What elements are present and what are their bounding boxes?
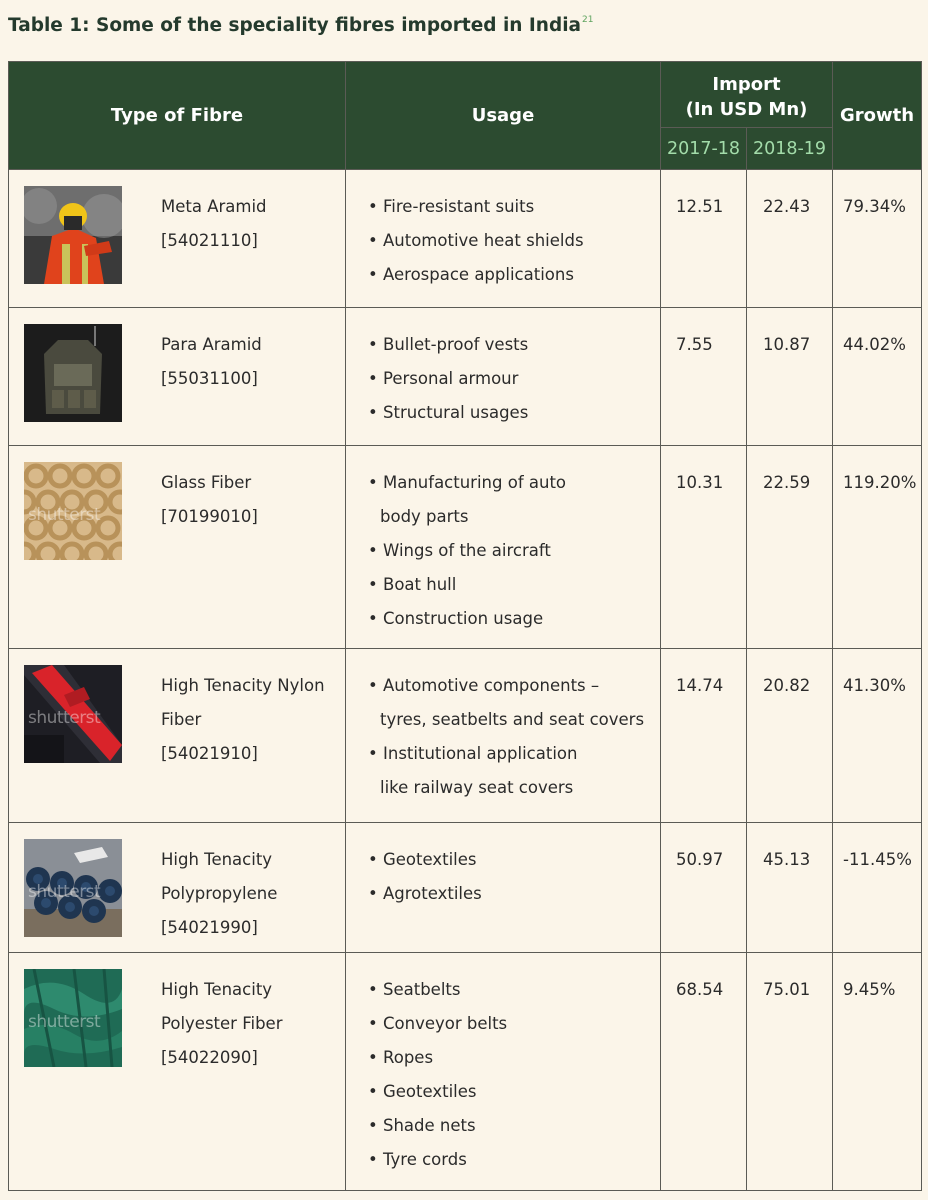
import-2017-18: 14.74 — [661, 649, 747, 823]
watermark-text: shutterst — [28, 882, 101, 902]
usage-item: • Geotextiles — [368, 843, 660, 877]
fibre-name: Polypropylene — [161, 884, 278, 903]
speciality-fibres-table — [8, 61, 922, 1191]
red-seatbelt-image — [24, 665, 122, 763]
growth-value: 44.02% — [833, 308, 922, 446]
usage-item: • Conveyor belts — [368, 1007, 660, 1041]
fibre-hs-code: [54022090] — [161, 1048, 258, 1067]
usage-cell — [346, 308, 661, 446]
usage-item: • Aerospace applications — [368, 258, 660, 292]
fibre-type-cell — [9, 953, 346, 1191]
usage-item: • Geotextiles — [368, 1075, 660, 1109]
table-caption — [8, 15, 594, 36]
usage-item-continuation: tyres, seatbelts and seat covers — [380, 710, 645, 729]
import-2018-19: 10.87 — [747, 308, 833, 446]
fibre-name: High Tenacity — [161, 850, 273, 869]
import-2017-18: 68.54 — [661, 953, 747, 1191]
import-2018-19: 22.43 — [747, 170, 833, 308]
usage-item: • Institutional application — [368, 737, 660, 771]
header-growth: Growth — [833, 62, 922, 170]
usage-item: • Automotive components – — [368, 669, 660, 703]
usage-item: • Tyre cords — [368, 1143, 660, 1177]
usage-list — [346, 649, 660, 805]
usage-item: • Bullet-proof vests — [368, 328, 660, 362]
header-year-2018-19: 2018-19 — [747, 128, 833, 170]
fibre-name: Fiber — [161, 710, 202, 729]
import-2018-19: 22.59 — [747, 446, 833, 649]
table-row — [9, 170, 922, 308]
usage-item: • Structural usages — [368, 396, 660, 430]
fibre-type-cell — [9, 823, 346, 953]
watermark-text: shutterst — [28, 1012, 101, 1032]
table-row — [9, 308, 922, 446]
table-row — [9, 446, 922, 649]
import-2018-19: 20.82 — [747, 649, 833, 823]
geotextile-rolls-image — [24, 839, 122, 937]
footnote-ref[interactable]: 21 — [582, 15, 594, 25]
fibre-name: Polyester Fiber — [161, 1014, 283, 1033]
fibre-type-cell — [9, 170, 346, 308]
usage-item: • Seatbelts — [368, 973, 660, 1007]
fibre-name: High Tenacity — [161, 980, 273, 999]
caption-title: Table 1: Some of the speciality fibres imported in India — [8, 15, 582, 36]
usage-item: • Wings of the aircraft — [368, 534, 660, 568]
usage-list — [346, 446, 660, 636]
fibre-name: Glass Fiber — [161, 473, 252, 492]
watermark-text: shutterst — [28, 708, 101, 728]
glass-fiber-coils-image — [24, 462, 122, 560]
usage-cell — [346, 953, 661, 1191]
fibre-hs-code: [54021110] — [161, 231, 258, 250]
fibre-hs-code: [55031100] — [161, 369, 258, 388]
header-import-unit: (In USD Mn) — [685, 98, 808, 120]
header-usage: Usage — [346, 62, 661, 170]
usage-item-continuation: like railway seat covers — [380, 778, 574, 797]
growth-value: 41.30% — [833, 649, 922, 823]
import-2018-19: 75.01 — [747, 953, 833, 1191]
firefighter-suit-image — [24, 186, 122, 284]
growth-value: 119.20% — [833, 446, 922, 649]
fibre-hs-code: [70199010] — [161, 507, 258, 526]
usage-item: • Agrotextiles — [368, 877, 660, 911]
table-row — [9, 953, 922, 1191]
watermark-text: shutterst — [28, 505, 101, 525]
import-2017-18: 10.31 — [661, 446, 747, 649]
growth-value: 9.45% — [833, 953, 922, 1191]
table-row — [9, 649, 922, 823]
fibre-name: Para Aramid — [161, 335, 262, 354]
usage-list — [346, 953, 660, 1177]
usage-item: • Fire-resistant suits — [368, 190, 660, 224]
usage-cell — [346, 649, 661, 823]
usage-item: • Automotive heat shields — [368, 224, 660, 258]
green-shade-net-image — [24, 969, 122, 1067]
fibre-name: Meta Aramid — [161, 197, 267, 216]
growth-value: -11.45% — [833, 823, 922, 953]
usage-list — [346, 170, 660, 292]
fibre-name: High Tenacity Nylon — [161, 676, 325, 695]
fibre-type-cell — [9, 446, 346, 649]
fibre-hs-code: [54021910] — [161, 744, 258, 763]
fibre-hs-code: [54021990] — [161, 918, 258, 937]
header-year-2017-18: 2017-18 — [661, 128, 747, 170]
table-row — [9, 823, 922, 953]
import-2017-18: 50.97 — [661, 823, 747, 953]
usage-item: • Personal armour — [368, 362, 660, 396]
usage-item: • Boat hull — [368, 568, 660, 602]
usage-item: • Manufacturing of auto — [368, 466, 660, 500]
header-import — [661, 62, 833, 128]
import-2017-18: 7.55 — [661, 308, 747, 446]
usage-item: • Shade nets — [368, 1109, 660, 1143]
usage-item: • Construction usage — [368, 602, 660, 636]
header-import-label: Import — [712, 73, 781, 95]
import-2017-18: 12.51 — [661, 170, 747, 308]
fibre-type-cell — [9, 308, 346, 446]
growth-value: 79.34% — [833, 170, 922, 308]
header-type-of-fibre: Type of Fibre — [9, 62, 346, 170]
bullet-proof-vest-image — [24, 324, 122, 422]
usage-cell — [346, 823, 661, 953]
import-2018-19: 45.13 — [747, 823, 833, 953]
fibre-type-cell — [9, 649, 346, 823]
usage-cell — [346, 170, 661, 308]
usage-cell — [346, 446, 661, 649]
usage-list — [346, 823, 660, 911]
usage-list — [346, 308, 660, 430]
usage-item-continuation: body parts — [380, 507, 469, 526]
usage-item: • Ropes — [368, 1041, 660, 1075]
